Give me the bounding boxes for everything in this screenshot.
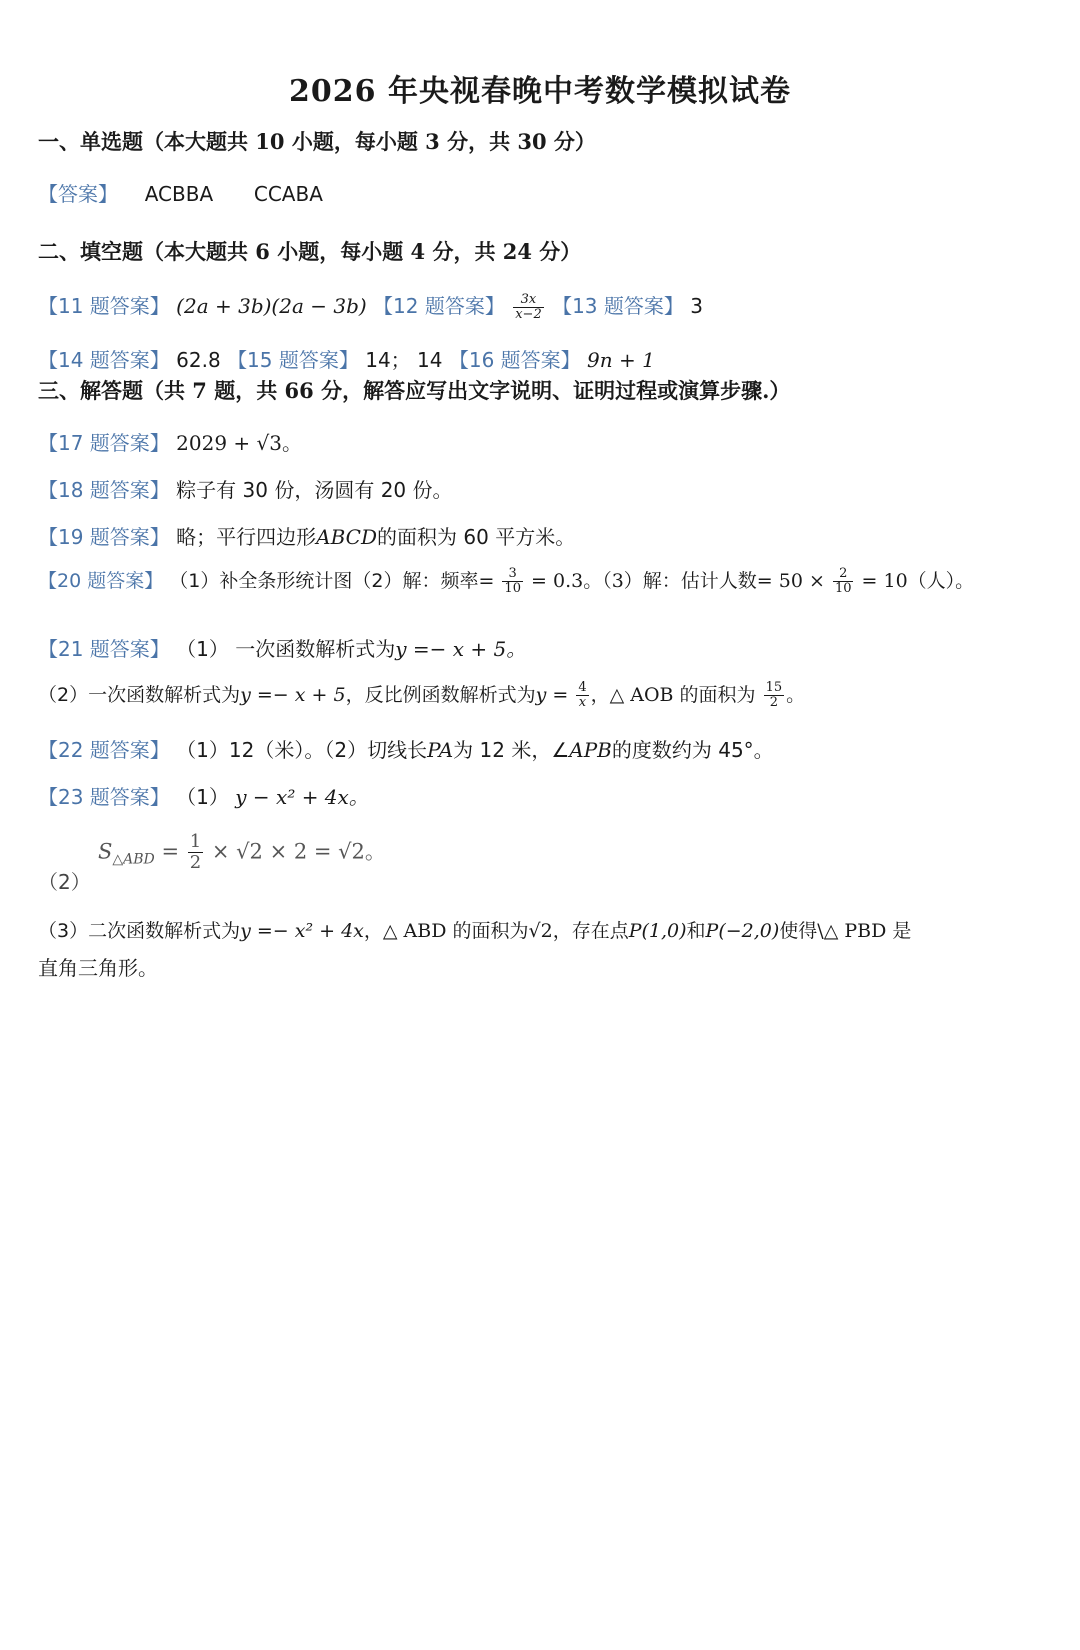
q20-fraction-1 (502, 567, 523, 596)
q21-line-2 (38, 680, 805, 710)
q21-text-a: （1） 一次函数解析式为 (176, 637, 396, 661)
q23-3-point-1: P(1,0) (628, 920, 687, 942)
q23-3-text-a: （3）二次函数解析式为 (38, 920, 241, 942)
q13-tag: 【13 题答案】 (552, 294, 684, 318)
q12-numerator: 3x (513, 293, 544, 308)
q19-text-b: 的面积为 60 平方米。 (377, 525, 576, 549)
q13-answer: 3 (690, 294, 703, 318)
q17-tag: 【17 题答案】 (38, 431, 170, 455)
q12-fraction (513, 293, 544, 322)
q22-text-c: 的度数约为 45°。 (611, 738, 774, 762)
q21-2-text-a: （2）一次函数解析式为 (38, 684, 241, 706)
q23-formula-rest: × √2 × 2 = √2。 (211, 839, 386, 864)
q15-tag: 【15 题答案】 (227, 348, 359, 372)
q21-f2-denominator: 2 (769, 695, 779, 710)
q23-text-a: （1） (176, 785, 236, 809)
q22-text-a: （1）12（米）。（2）切线长 (176, 738, 428, 762)
q21-2-text-c: ，△ AOB 的面积为 (590, 684, 756, 706)
q21-2-math: y =− x + 5 (240, 684, 346, 706)
q23-area-symbol: S (98, 839, 113, 864)
q20-fraction-2 (833, 567, 854, 596)
q23-equals: = (154, 839, 186, 864)
q17-answer: 2029 + √3。 (176, 431, 303, 455)
q21-math: y =− x + 5。 (395, 637, 527, 661)
q22-line (38, 734, 774, 763)
q20-f1-numerator: 3 (502, 567, 523, 582)
q20-text-a: （1）补全条形统计图（2）解：频率= (169, 570, 495, 592)
q23-half-fraction (188, 832, 203, 873)
q23-3-math: y =− x² + 4x (240, 920, 364, 942)
answers-14-16-line (38, 344, 655, 373)
q20-tag: 【20 题答案】 (38, 570, 164, 592)
q21-2-text-b: ，反比例函数解析式为 (345, 684, 536, 706)
q23-half-numerator: 1 (189, 831, 202, 852)
q14-answer: 62.8 (176, 348, 221, 372)
q23-3-text-d: 使得\△ PBD 是 (779, 920, 912, 942)
q17-line (38, 427, 302, 456)
q19-tag: 【19 题答案】 (38, 525, 170, 549)
q19-text-a: 略；平行四边形 (176, 525, 317, 549)
q21-2-math-2: y = (535, 684, 569, 706)
q19-line (38, 521, 575, 550)
q20-text-b: = 0.3。（3）解：估计人数= 50 × (531, 570, 825, 592)
q21-2-text-d: 。 (786, 684, 806, 706)
page-title: 2026 年央视春晚中考数学模拟试卷 (289, 74, 791, 109)
q23-3-text-b: ，△ ABD 的面积为√2，存在点 (363, 920, 629, 942)
q21-f1-denominator: x (578, 695, 587, 710)
q21-fraction-2 (764, 681, 785, 710)
q21-f2-numerator: 15 (765, 680, 783, 695)
q23-3-text-c: 和 (686, 920, 706, 942)
q23-math: y − x² + 4x。 (235, 785, 369, 809)
q16-tag: 【16 题答案】 (448, 348, 581, 372)
q12-tag: 【12 题答案】 (373, 294, 505, 318)
answers-1-5: ACBBA (144, 182, 214, 206)
q23-3-point-2: P(−2,0) (705, 920, 780, 942)
q23-tag: 【23 题答案】 (38, 785, 170, 809)
q23-line-1 (38, 781, 369, 810)
q21-fraction-1 (576, 681, 588, 710)
section-1-heading: 一、单选题（本大题共 10 小题，每小题 3 分，共 30 分） (38, 129, 596, 154)
q11-answer: (2a + 3b)(2a − 3b) (176, 294, 367, 318)
q23-half-denominator: 2 (189, 852, 202, 873)
q18-answer: 粽子有 30 份，汤圆有 20 份。 (176, 478, 453, 502)
q11-tag: 【11 题答案】 (38, 294, 170, 318)
q22-tag: 【22 题答案】 (38, 738, 170, 762)
q20-f1-denominator: 10 (504, 581, 521, 596)
answers-6-10: CCABA (253, 182, 323, 206)
section-3-heading: 三、解答题（共 7 题，共 66 分，解答应写出文字说明、证明过程或演算步骤.） (38, 378, 791, 403)
q20-line (38, 566, 974, 596)
q16-answer: 9n + 1 (587, 348, 655, 372)
q20-text-c: = 10（人）。 (861, 570, 975, 592)
q12-denominator: x−2 (515, 307, 542, 322)
q23-line-3 (38, 916, 911, 943)
q20-f2-numerator: 2 (833, 567, 854, 582)
section-2-heading: 二、填空题（本大题共 6 小题，每小题 4 分，共 24 分） (38, 239, 582, 264)
q19-math: ABCD (316, 525, 378, 549)
q21-line-1 (38, 633, 526, 662)
answers-11-13-line (38, 290, 703, 322)
section-1-answers (38, 178, 323, 207)
q23-part-2-label: （2） (38, 870, 91, 894)
q23-area-subscript: △ABD (112, 851, 155, 868)
q20-f2-denominator: 10 (834, 581, 852, 596)
q22-math-2: APB (569, 738, 612, 762)
q21-tag: 【21 题答案】 (38, 637, 170, 661)
q14-tag: 【14 题答案】 (38, 348, 170, 372)
q22-math-1: PA (427, 738, 454, 762)
q21-f1-numerator: 4 (578, 680, 587, 695)
answer-tag: 【答案】 (38, 182, 118, 206)
q15-answer: 14； 14 (365, 348, 443, 372)
q23-line-3-cont: 直角三角形。 (38, 956, 158, 980)
q22-text-b: 为 12 米，∠ (453, 738, 570, 762)
q18-line (38, 474, 453, 503)
q18-tag: 【18 题答案】 (38, 478, 170, 502)
q23-part-2-formula (98, 832, 386, 873)
